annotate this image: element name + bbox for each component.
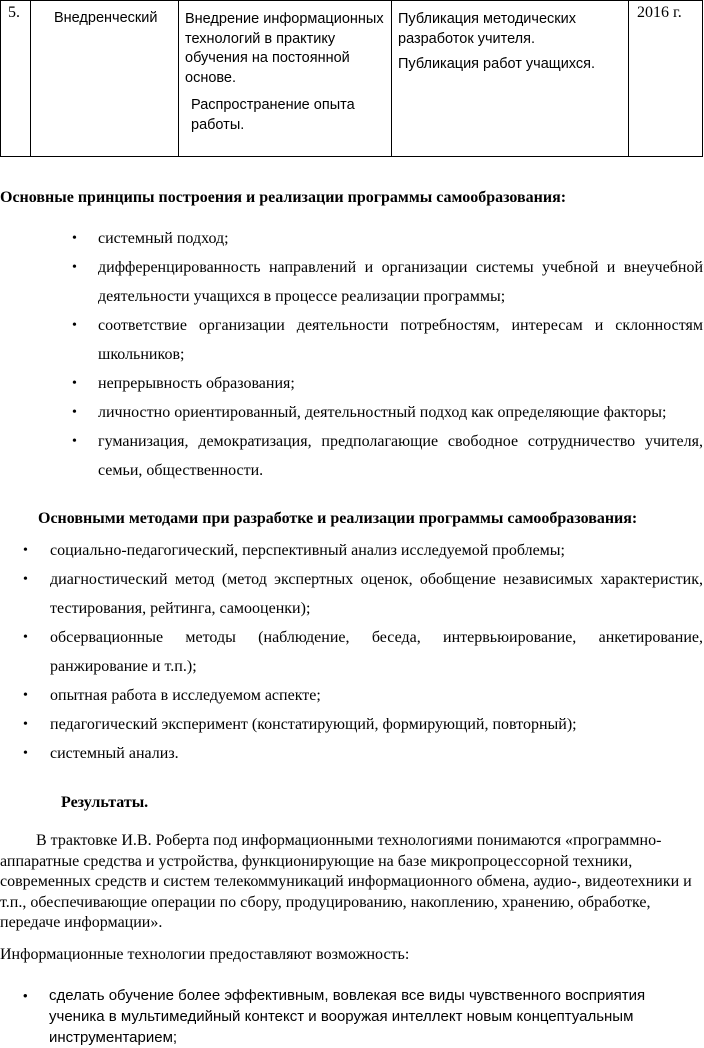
- bullet-icon: •: [72, 231, 77, 246]
- bullet-icon: •: [23, 572, 28, 587]
- bullet-icon: •: [23, 630, 28, 645]
- list-item: [72, 427, 703, 485]
- list-item-text: социально-педагогический, перспективный анализ исследуемой проблемы;: [50, 542, 565, 559]
- list-item-text: дифференцированность направлений и организации системы учебной и внеучебной деятельности учащихся в процессе реализации программы;: [98, 259, 703, 305]
- list-item: [23, 565, 703, 623]
- results-heading: Результаты.: [61, 794, 149, 811]
- content-paragraph-2: Распространение опыта работы.: [191, 97, 355, 133]
- methods-list: [23, 536, 703, 768]
- stage-cell: [31, 1, 179, 157]
- list-item: [23, 536, 703, 565]
- list-item-text: системный подход;: [98, 230, 229, 247]
- year-cell: [629, 1, 703, 157]
- results-lead: Информационные технологии предоставляют возможность:: [0, 946, 410, 963]
- content-cell: [179, 1, 392, 157]
- bullet-icon: •: [23, 988, 28, 1003]
- list-item: [72, 224, 703, 253]
- table-row: [1, 1, 703, 157]
- list-item: [72, 311, 703, 369]
- list-item-text: гуманизация, демократизация, предполагающие свободное сотрудничество учителя, семьи, общественности.: [98, 433, 703, 479]
- list-item-text: системный анализ.: [50, 745, 179, 762]
- list-item-text: обсервационные методы (наблюдение, беседа, интервьюирование, анкетирование, ранжирование и т.п.);: [50, 629, 703, 675]
- list-item: [23, 985, 699, 1048]
- principles-list: [72, 224, 703, 485]
- results-paragraph: В трактовке И.В. Роберта под информационными технологиями понимаются «программно-аппаратные средства и устройства, функционирующие на базе микропроцессорной техники, современных средств и систем телекоммуникаций информационного обмена, аудио-, видеотехники и т.п., обеспечивающие операции по сбору, продуцированию, накоплению, хранению, обработке, передаче информации».: [0, 832, 692, 931]
- bullet-icon: •: [72, 405, 77, 420]
- list-item-text: сделать обучение более эффективным, вовлекая все виды чувственного восприятия ученика в мультимедийный контекст и вооружая интеллект новым концептуальным инструментарием;: [49, 987, 646, 1046]
- bullet-icon: •: [72, 260, 77, 275]
- stage-name: Внедренческий: [54, 10, 158, 26]
- plan-table: [0, 0, 703, 157]
- results-list: [23, 985, 699, 1048]
- list-item: [72, 369, 703, 398]
- bullet-icon: •: [23, 746, 28, 761]
- list-item: [72, 398, 703, 427]
- list-item: [23, 623, 703, 681]
- list-item-text: личностно ориентированный, деятельностный подход как определяющие факторы;: [98, 404, 667, 421]
- bullet-icon: •: [23, 717, 28, 732]
- bullet-icon: •: [23, 543, 28, 558]
- form-cell: [392, 1, 629, 157]
- bullet-icon: •: [72, 376, 77, 391]
- bullet-icon: •: [23, 688, 28, 703]
- list-item: [23, 739, 703, 768]
- row-number-cell: [1, 1, 31, 157]
- list-item-text: соответствие организации деятельности потребностям, интересам и склонностям школьников;: [98, 317, 703, 363]
- methods-heading: Основными методами при разработке и реализации программы самообразования:: [38, 510, 638, 527]
- principles-heading: Основные принципы построения и реализации программы самообразования:: [0, 189, 567, 206]
- form-paragraph-1: Публикация методических разработок учителя.: [398, 11, 576, 47]
- list-item-text: опытная работа в исследуемом аспекте;: [50, 687, 321, 704]
- form-paragraph-2: Публикация работ учащихся.: [398, 56, 596, 72]
- row-number: 5.: [8, 4, 20, 21]
- bullet-icon: •: [72, 318, 77, 333]
- list-item: [72, 253, 703, 311]
- content-paragraph-1: Внедрение информационных технологий в практику обучения на постоянной основе.: [185, 11, 384, 86]
- year: 2016 г.: [637, 4, 682, 21]
- list-item: [23, 710, 703, 739]
- list-item-text: диагностический метод (метод экспертных оценок, обобщение независимых характеристик, тестирования, рейтинга, самооценки);: [50, 571, 703, 617]
- bullet-icon: •: [72, 434, 77, 449]
- list-item: [23, 681, 703, 710]
- list-item-text: педагогический эксперимент (констатирующий, формирующий, повторный);: [50, 716, 577, 733]
- list-item-text: непрерывность образования;: [98, 375, 295, 392]
